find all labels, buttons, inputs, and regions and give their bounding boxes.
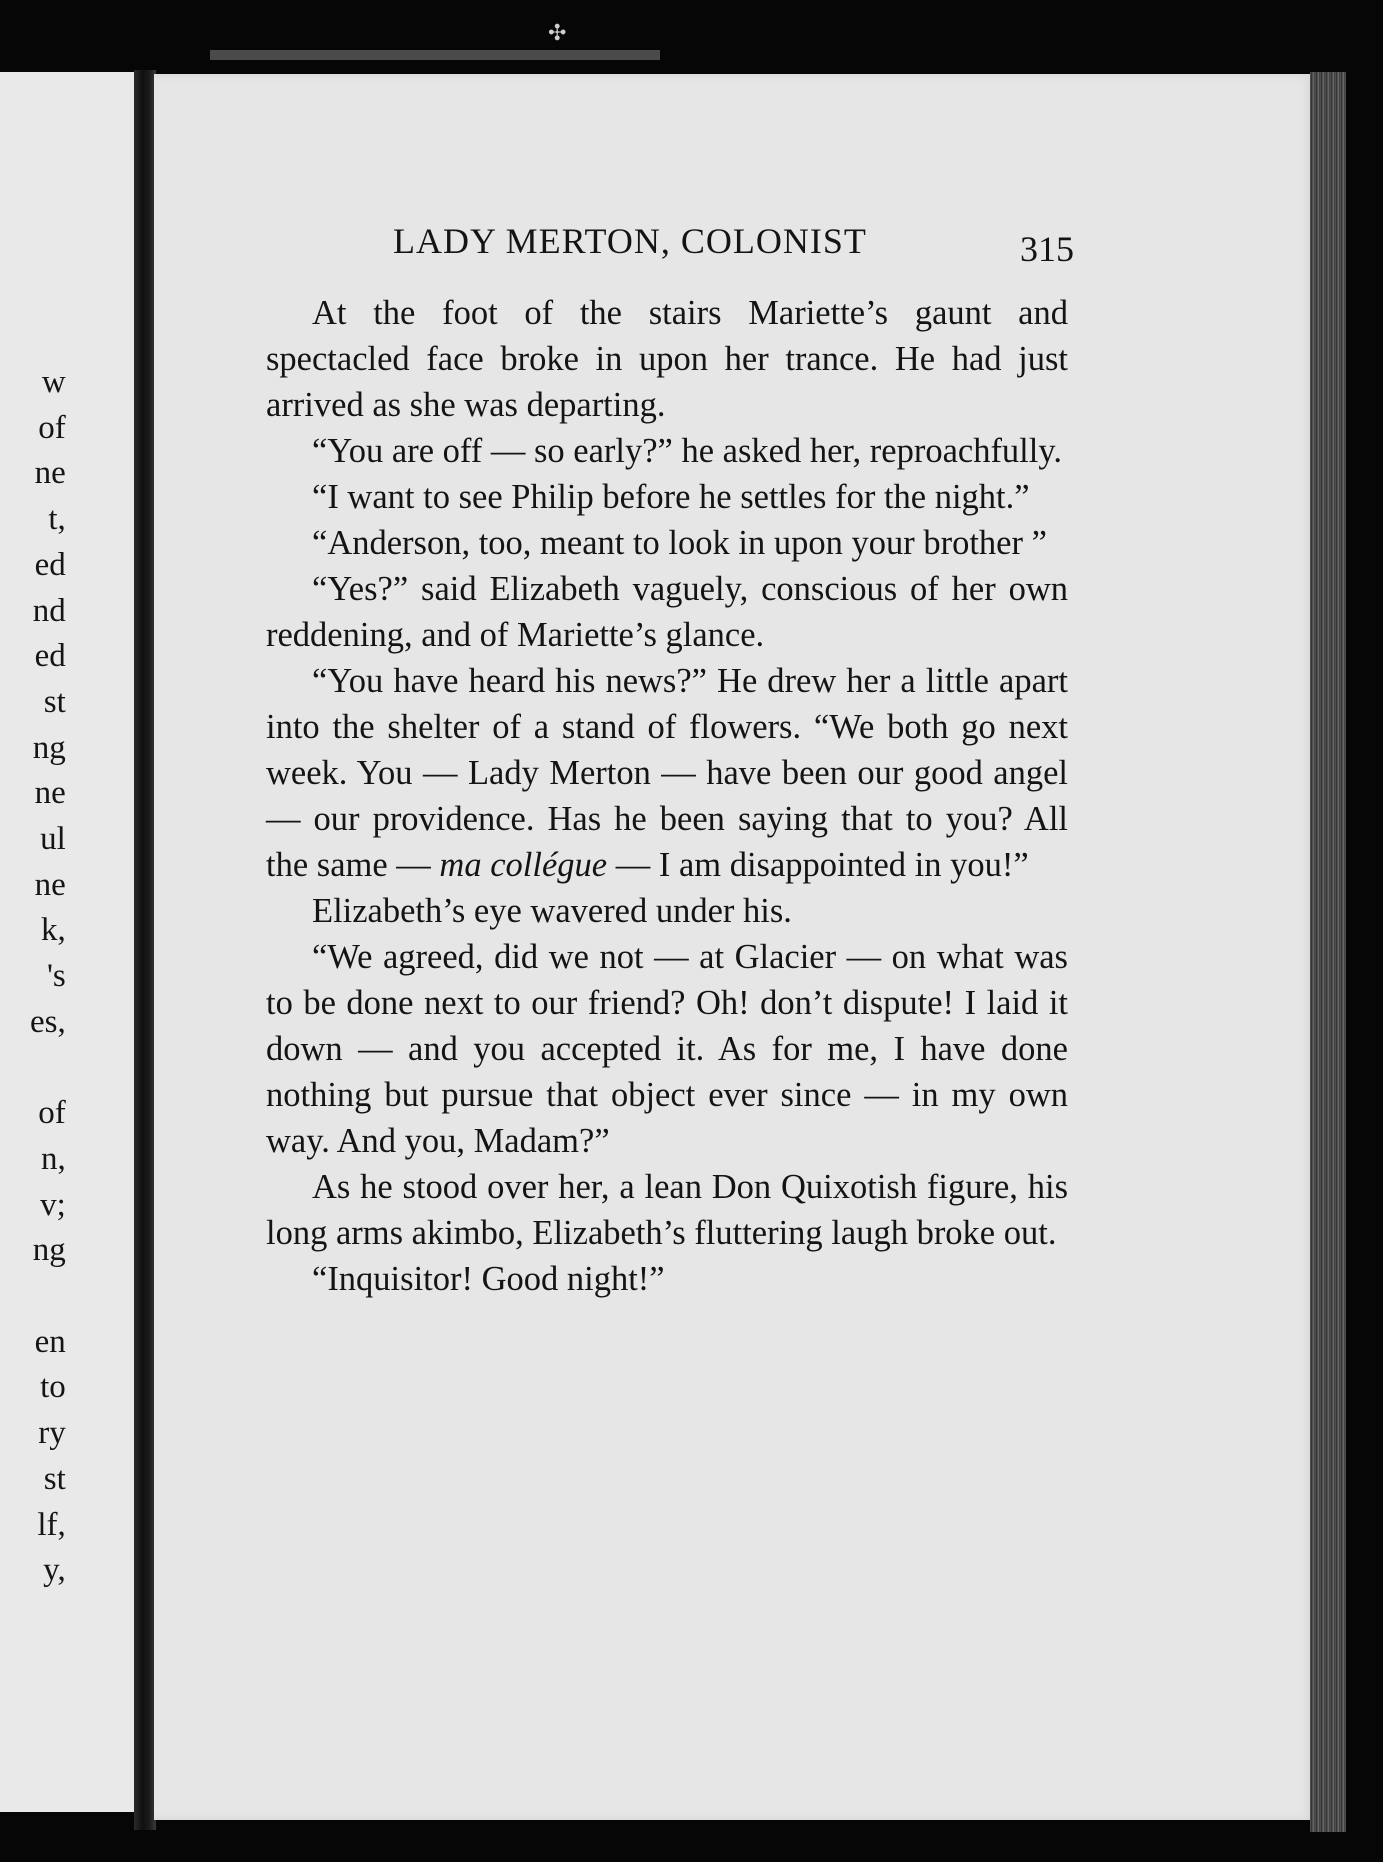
previous-page-line-ending: st xyxy=(43,1460,66,1497)
paragraph: “You are off — so early?” he asked her, reproachfully. xyxy=(312,432,1062,470)
previous-page-line-ending: ne xyxy=(34,775,66,812)
running-head-title: LADY MERTON, COLONIST xyxy=(393,221,867,261)
previous-page-line-ending: ng xyxy=(32,1232,66,1269)
paragraph: “Yes?” said Elizabeth vaguely, conscious of her own reddening, and of Mariette’s glance. xyxy=(266,570,1068,654)
top-mark: ✣ xyxy=(548,20,567,45)
body-text xyxy=(266,290,1068,1302)
previous-page-line-ending: v; xyxy=(40,1186,66,1223)
previous-page-line-ending: of xyxy=(38,409,66,446)
paragraph-text: “You have heard his news?” He drew her a little apart into the shelter of a stand of flowers. “We both go next week. You — Lady Merton — have been our good angel — our providence. Has he been saying that to you? All the same — xyxy=(266,662,1068,884)
previous-page-sliver xyxy=(0,72,134,1812)
previous-page-line-ending: w xyxy=(41,364,66,400)
previous-page-line-ending: ed xyxy=(34,546,66,583)
previous-page-line-ending: of xyxy=(38,1095,66,1132)
paragraph: At the foot of the stairs Mariette’s gaunt and spectacled face broke in upon her trance. He had just arrived as she was departing. xyxy=(266,294,1068,424)
paragraph: “I want to see Philip before he settles for the night.” xyxy=(312,478,1030,516)
previous-page-line-ending: ng xyxy=(32,729,66,766)
paragraph: “We agreed, did we not — at Glacier — on what was to be done next to our friend? Oh! don’t dispute! I laid it down — and you accepted it. As for me, I have done nothing but pursue that object ever since — in my own way. And you, Madam?” xyxy=(266,938,1068,1160)
page-number: 315 xyxy=(1020,229,1074,269)
previous-page-line-ending: ul xyxy=(40,821,66,858)
running-head xyxy=(268,220,1074,270)
paragraph-text: — I am disappointed in you!” xyxy=(607,846,1029,884)
previous-page-line-ending: nd xyxy=(32,592,66,629)
previous-page-line-ending: st xyxy=(43,683,66,720)
previous-page-line-ending: to xyxy=(40,1369,66,1406)
previous-page-line-ending: en xyxy=(34,1323,66,1360)
top-edge-strip xyxy=(210,50,660,60)
book-gutter xyxy=(134,70,156,1830)
previous-page-line-endings xyxy=(30,360,66,1594)
previous-page-line-ending: 's xyxy=(46,958,66,995)
previous-page-line-ending: lf, xyxy=(37,1506,66,1543)
previous-page-line-ending: ed xyxy=(34,638,66,675)
page-fore-edge xyxy=(1310,72,1346,1832)
previous-page-line-ending xyxy=(30,1046,66,1092)
paragraph xyxy=(266,658,1068,888)
previous-page-line-ending: k, xyxy=(41,912,66,949)
previous-page-line-ending: ne xyxy=(34,455,66,492)
previous-page-line-ending: t, xyxy=(48,501,66,538)
italic-phrase: ma collégue xyxy=(439,846,608,884)
paragraph: As he stood over her, a lean Don Quixotish figure, his long arms akimbo, Elizabeth’s fluttering laugh broke out. xyxy=(266,1168,1068,1252)
previous-page-line-ending: ry xyxy=(38,1415,66,1452)
paragraph: “Anderson, too, meant to look in upon your brother ” xyxy=(312,524,1047,562)
previous-page-line-ending: n, xyxy=(41,1140,66,1177)
paragraph: Elizabeth’s eye wavered under his. xyxy=(312,892,792,930)
previous-page-line-ending xyxy=(30,1274,66,1320)
paragraph: “Inquisitor! Good night!” xyxy=(312,1260,665,1298)
previous-page-line-ending: ne xyxy=(34,866,66,903)
previous-page-line-ending: y, xyxy=(43,1552,66,1589)
previous-page-line-ending: es, xyxy=(30,1003,66,1040)
